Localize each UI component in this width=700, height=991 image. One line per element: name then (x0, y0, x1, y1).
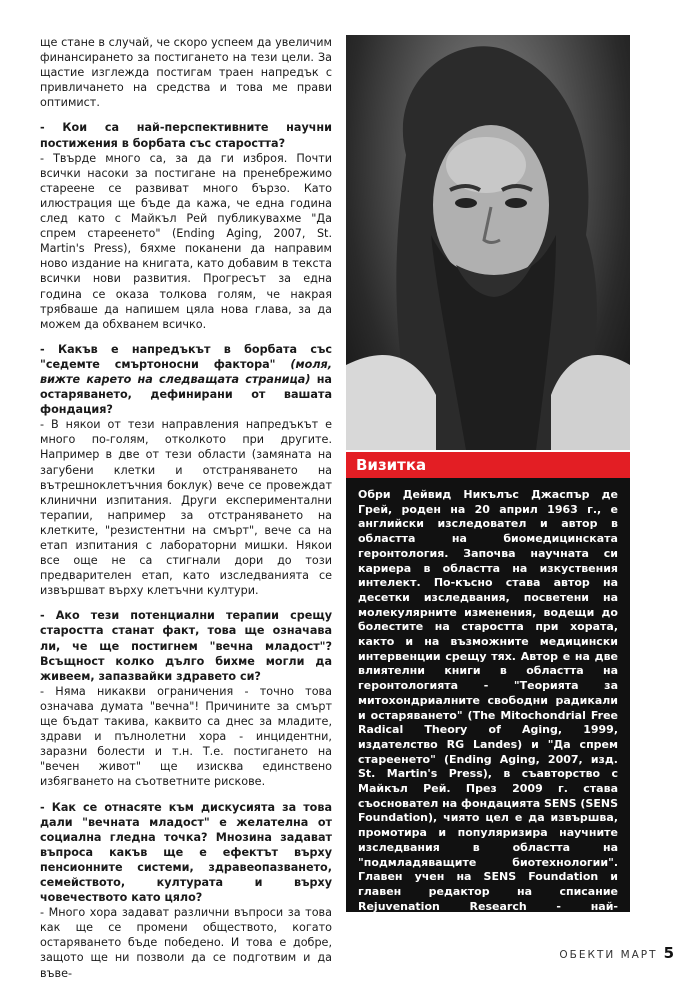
sidebar-title: Визитка (356, 456, 427, 474)
portrait-photo (346, 35, 630, 450)
interview-answer: - Няма никакви ограничения - точно това означава думата "вечна"! Причините за смърт ще бъдат такива, каквито са днес за младите, здрави и пълнолетни хора - инцидентни, заразни болести и т.н. Т.е. постигането на "вечен живот" ще изисква единствено избягването на съответните рискове. (40, 684, 332, 789)
page-number: 5 (663, 944, 674, 962)
interview-answer: - Много хора задават различни въпроси за това как ще се промени обществото, когато остаряването бъде победено. И това е добре, защото ще ни позволи да се подготвим и да въве- (40, 906, 332, 980)
interview-question: - Как се отнасяте към дискусията за това дали "вечната младост" е желателна от социална гледна точка? Мнозина задават въпроса какъв ще е ефектът върху пенсионните системи, здравеопазването, семейството, културата и върху човечеството като цяло? (40, 800, 332, 905)
page-footer (559, 944, 674, 962)
article-paragraph: ще стане в случай, че скоро успеем да увеличим финансирането за постигането на тези цели. За щастие изглежда постигам траен напредък с привличането на средства и това ме прави оптимист. (40, 36, 332, 110)
bio-box (346, 478, 630, 957)
interview-answer: - Твърде много са, за да ги изброя. Почти всички насоки за постигане на пренебрежимо стареене се развиват много бързо. Като илюстрация ще бъде да кажа, че една година след като с Майкъл Рей публикувахме "Да спрем стареенето" (Ending Aging, 2007, St. Martin's Press), бяхме поканени да направим ново издание на книгата, като добавим в текста всички нови развития. Прогресът за една година се оказа толкова голям, че накрая трябваше да напишем цяла нова глава, за да можем да обхванем всичко. (40, 151, 332, 331)
question-text: на остаряването, дефинирани от вашата фондация? (40, 372, 332, 417)
interview-answer: - В някои от тези направления напредъкът е много по-голям, отколкото при другите. Например в две от тези области (замяната на загубени клетки и отстраняването на вътрешноклетъчния боклук) вече се провеждат клинични изпитания. Други експериментални терапии, например за отстраняването на клетките, "резистентни на смърт", вече са на етап изпитания с лабораторни мишки. Някои все още не са стигнали дори до този предварителен етап, като изследванията се извършват върху клетъчни култури. (40, 418, 332, 598)
magazine-name: ОБЕКТИ МАРТ (559, 949, 658, 961)
bio-text: Обри Дейвид Никълъс Джаспър де Грей, роден на 20 април 1963 г., е английски изследовател и автор в областта на биомедицинската геронтология. Започва научната си кариера в областта на изкуствения интелект. По-късно става автор на десетки изследвания, посветени на молекулярните изменения, водещи до болестите на старостта при хората, както и на възможните медицински интервенции срещу тях. Автор е на две влиятелни книги в областта на геронтологията - "Теорията за митохондриалните свободни радикали и остаряването" (The Mitochondrial Free Radical Theory of Aging, 1999, издателство RG Landes) и "Да спрем стареенето" (Ending Aging, 2007, изд. St. Martin's Press), в съавторство с Майкъл Рей. През 2009 г. става съосновател на фондацията SENS (SENS Foundation), чиято цел е да извършва, промотира и популяризира научните изследвания в областта на "подмладяващите биотехнологии". Главен учен на SENS Foundation и главен редактор на списание Rejuvenation Research - най-авторитетното научно издание в областта на медицинските интервенции срещу остаряването. (358, 488, 618, 957)
portrait-illustration (346, 35, 630, 450)
question-text: - Какъв е напредъкът в борбата със "седемте смъртоносни фактора" (40, 342, 332, 371)
sidebar-title-bar (346, 452, 630, 478)
interview-question: - Кои са най-перспективните научни постижения в борбата със старостта? (40, 121, 332, 150)
article-column (40, 35, 332, 991)
question-note: (моля, вижте карето на следващата страница) (40, 357, 332, 386)
interview-question (40, 342, 332, 417)
interview-question: - Ако тези потенциални терапии срещу старостта станат факт, това ще означава ли, че ще постигнем "вечна младост"? Всъщност колко дълго бихме могли да живеем, запазвайки здравето си? (40, 609, 332, 683)
